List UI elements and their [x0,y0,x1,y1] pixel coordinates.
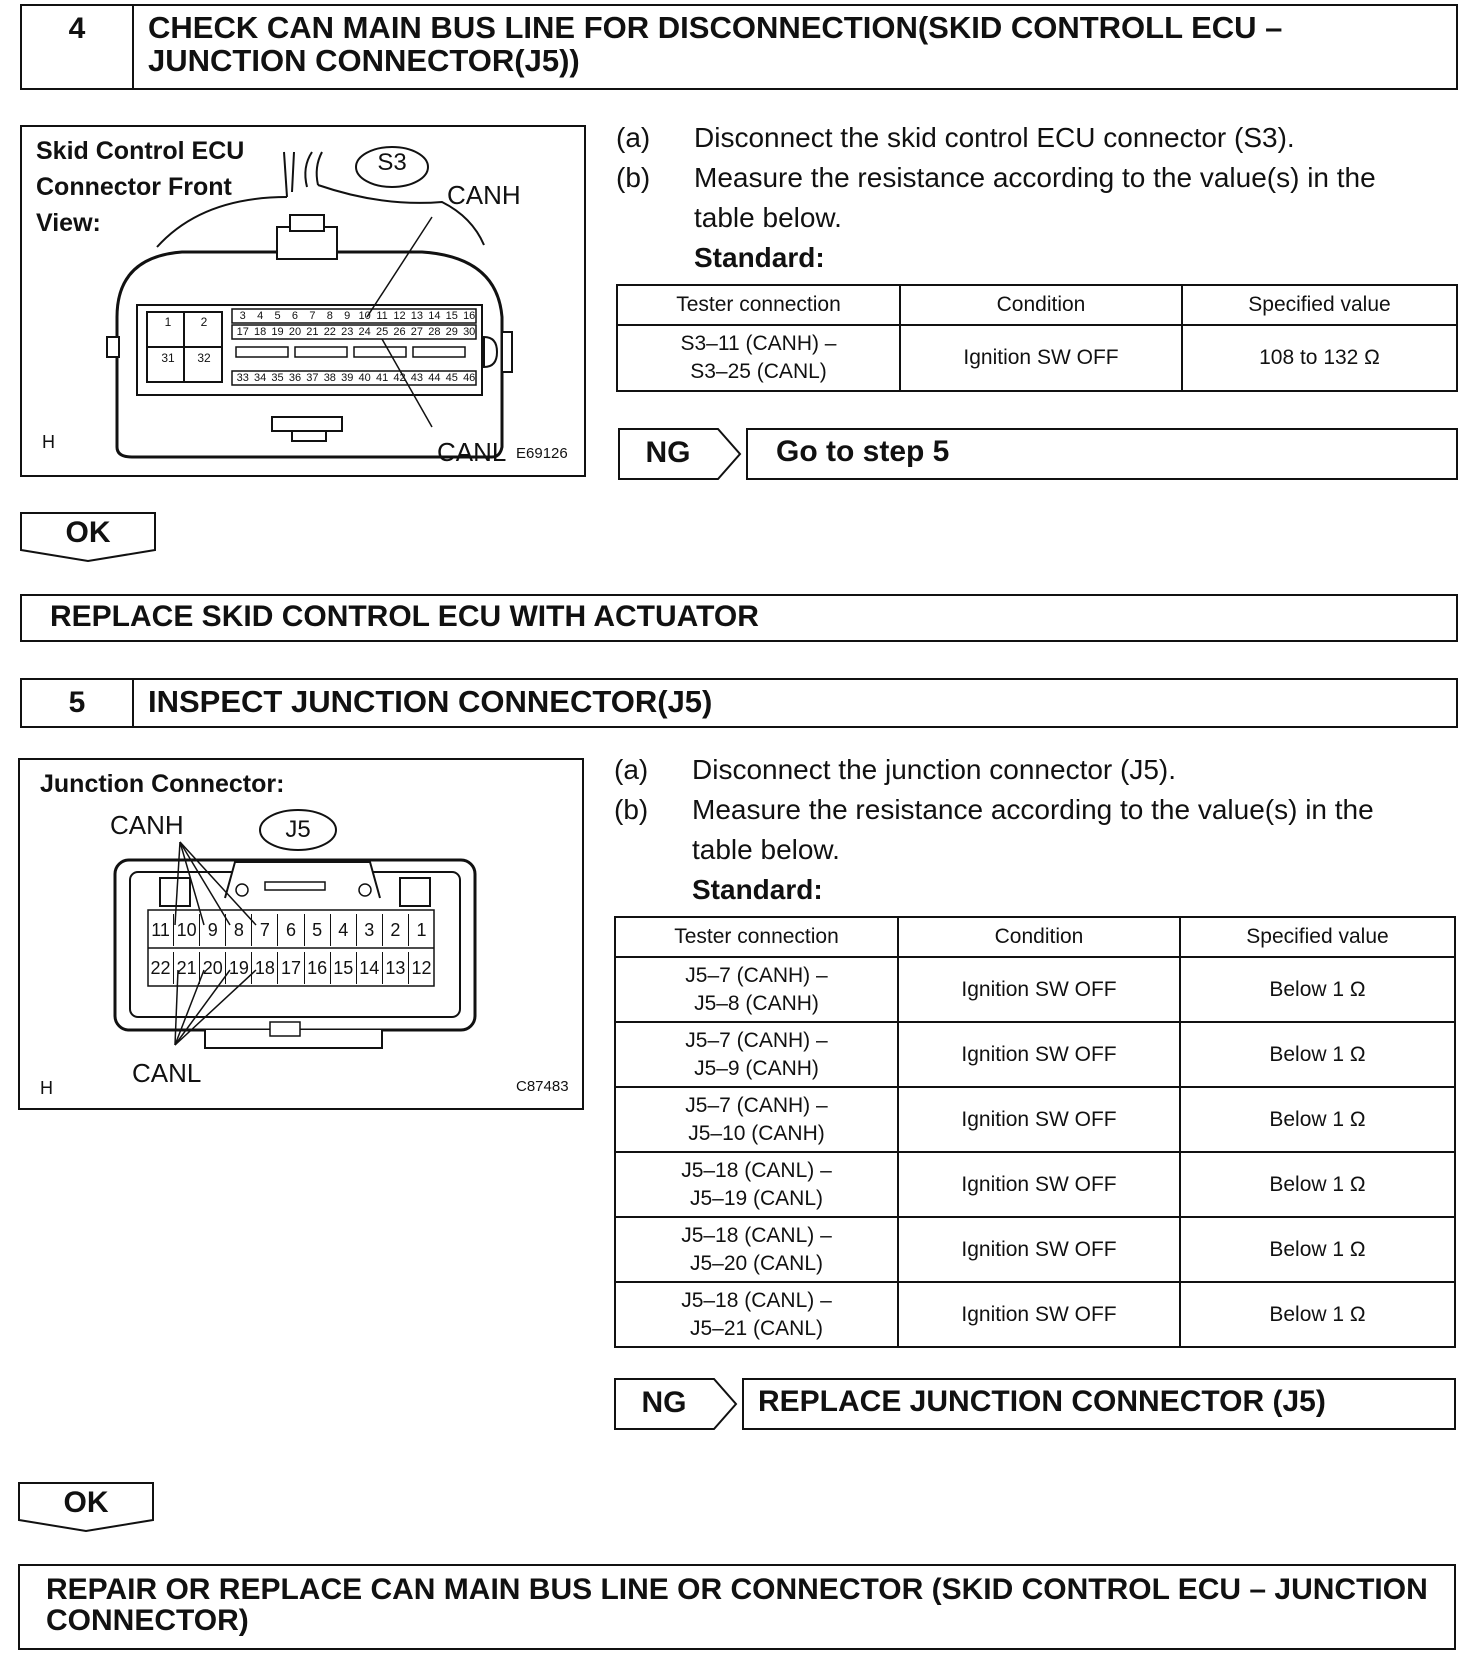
header-specified-value: Specified value [1182,285,1457,325]
step5-b-text-line1: Measure the resistance according to the value(s) in the [692,794,1374,825]
j5-connector-id: J5 [285,816,311,843]
condition-cell: Ignition SW OFF [900,325,1182,391]
table-row [615,1152,1455,1217]
step5-title: INSPECT JUNCTION CONNECTOR(J5) [148,684,713,719]
step4-ok-branch [20,512,156,567]
pin-label: 24 [358,326,371,338]
condition-cell: Ignition SW OFF [898,1022,1180,1087]
pin-label: 21 [306,326,319,338]
connection-line2: J5–19 (CANL) [689,1186,824,1210]
s3-connector-figure [20,125,586,477]
pin-label: 10 [358,310,371,322]
pin-label: 15 [330,952,356,984]
s3-pin-31: 31 [161,351,175,365]
table-row [615,1087,1455,1152]
step5-standard-label: Standard: [692,874,823,905]
specified-value-cell: 108 to 132 Ω [1182,325,1457,391]
pin-label: 1 [408,914,434,946]
tester-connection-cell [615,1282,898,1347]
specified-value-cell: Below 1 Ω [1180,957,1455,1022]
step4-b-label: (b) [616,162,651,193]
connection-line2: J5–9 (CANH) [694,1056,819,1080]
step5-ng-branch [614,1378,738,1430]
pin-label: 5 [304,914,330,946]
pin-label: 7 [251,914,277,946]
step5-ok-result-line2: CONNECTOR) [46,1604,249,1637]
tester-connection-cell [615,1022,898,1087]
pin-label: 11 [151,920,170,940]
s3-canl-label: CANL [437,437,507,467]
s3-pin-row2 [234,325,478,339]
condition-cell: Ignition SW OFF [898,957,1180,1022]
table-row [615,1217,1455,1282]
header-condition: Condition [900,285,1182,325]
pin-label: 3 [239,310,246,322]
s3-pin-32: 32 [197,351,211,365]
connection-line1: J5–7 (CANH) – [685,1093,828,1117]
step5-a-text: Disconnect the junction connector (J5). [692,754,1177,785]
step5-ok-label: OK [63,1486,109,1519]
pin-label: 39 [341,372,354,384]
s3-corner-letter: H [42,432,55,452]
pin-label: 36 [288,372,302,384]
connection-line1: J5–7 (CANH) – [685,963,828,987]
j5-pin-row-top [148,914,434,946]
pin-label: 9 [199,914,225,946]
connection-line2: J5–20 (CANL) [689,1251,824,1275]
header-condition: Condition [898,917,1180,957]
connection-line2: S3–25 (CANL) [690,360,827,383]
step4-ng-label: NG [645,436,691,469]
pin-label: 6 [277,914,303,946]
table-row [615,1282,1455,1347]
pin-label: 12 [393,310,406,322]
pin-label: 25 [375,326,389,338]
step5-ok-result-line1: REPAIR OR REPLACE CAN MAIN BUS LINE OR CONNECTOR (SKID CONTROL ECU – JUNCTION [46,1573,1428,1606]
pin-label: 19 [225,952,251,984]
pin-label: 18 [251,952,277,984]
pin-label: 7 [309,310,316,322]
step5-ng-action: REPLACE JUNCTION CONNECTOR (J5) [742,1378,1456,1430]
j5-corner-letter: H [40,1078,53,1098]
s3-pin-row3 [234,371,478,385]
step5-header [20,678,1458,728]
step4-b-text-line2: table below. [694,202,842,233]
pin-label: 20 [199,952,225,984]
step4-standard-label: Standard: [694,242,825,273]
step4-title [134,6,1456,88]
j5-pin-row-bottom [148,952,434,984]
pin-label: 13 [410,310,424,322]
step5-table-header [615,917,1455,957]
step4-b-text-line1: Measure the resistance according to the value(s) in the [694,162,1376,193]
header-tester-connection: Tester connection [615,917,898,957]
pin-label: 4 [257,310,264,322]
s3-pin-1: 1 [164,315,172,329]
pin-label: 12 [408,952,434,984]
j5-canh-label: CANH [110,810,184,840]
j5-figure-code: C87483 [516,1078,569,1095]
pin-label: 18 [254,326,267,338]
pin-label: 30 [463,326,476,338]
pin-label: 2 [382,914,408,946]
connection-line2: J5–8 (CANH) [694,991,819,1015]
table-row [615,957,1455,1022]
pin-label: 40 [358,372,371,384]
pin-label: 27 [410,326,424,338]
pin-label: 6 [291,310,299,322]
pin-label: 8 [225,914,251,946]
s3-pin-2: 2 [200,315,208,329]
pin-label: 17 [236,326,249,338]
table-row [615,1022,1455,1087]
step5-b-label: (b) [614,794,649,825]
tester-connection-cell [615,1217,898,1282]
pin-label: 42 [393,372,406,384]
s3-caption-line1: Skid Control ECU [36,137,245,165]
pin-label: 19 [271,326,284,338]
condition-cell: Ignition SW OFF [898,1087,1180,1152]
pin-label: 41 [375,372,389,384]
pin-label: 14 [356,952,382,984]
pin-label: 11 [376,310,388,322]
pin-label: 37 [306,372,319,384]
pin-label: 44 [428,372,441,384]
tester-connection-cell [615,1152,898,1217]
pin-label: 21 [173,952,199,984]
pin-label: 9 [344,310,351,322]
pin-label: 22 [150,958,171,978]
step4-ng-branch [618,428,742,480]
step5-procedure [614,750,1456,910]
pin-label: 13 [382,952,408,984]
pin-label: 4 [330,914,356,946]
step4-title-line1: CHECK CAN MAIN BUS LINE FOR DISCONNECTION(SKID CONTROLL ECU – [148,10,1283,45]
step4-ng-action: Go to step 5 [746,428,1458,480]
j5-canl-label: CANL [132,1058,202,1088]
step4-ok-result: REPLACE SKID CONTROL ECU WITH ACTUATOR [20,594,1458,642]
condition-cell: Ignition SW OFF [898,1152,1180,1217]
pin-label: 16 [304,952,330,984]
step4-ok-label: OK [65,516,111,549]
s3-canh-label: CANH [447,180,521,210]
connection-line1: J5–18 (CANL) – [681,1158,832,1182]
step4-header [20,4,1458,90]
condition-cell: Ignition SW OFF [898,1282,1180,1347]
s3-caption-line2: Connector Front [36,173,232,201]
pin-label: 3 [356,914,382,946]
specified-value-cell: Below 1 Ω [1180,1022,1455,1087]
step4-spec-table [616,284,1458,392]
tester-connection-cell [615,957,898,1022]
pin-label: 10 [173,914,199,946]
pin-label: 38 [323,372,336,384]
connection-line1: J5–18 (CANL) – [681,1288,832,1312]
connection-line2: J5–21 (CANL) [689,1316,824,1340]
pin-label: 26 [393,326,406,338]
pin-label: 28 [428,326,441,338]
specified-value-cell: Below 1 Ω [1180,1217,1455,1282]
connection-line2: J5–10 (CANH) [688,1121,825,1145]
condition-cell: Ignition SW OFF [898,1217,1180,1282]
j5-connector-figure [18,758,584,1110]
specified-value-cell: Below 1 Ω [1180,1152,1455,1217]
step5-ng-label: NG [641,1386,687,1419]
tester-connection-cell [615,1087,898,1152]
step5-ok-result [18,1564,1456,1650]
s3-pin-row1 [234,309,478,323]
connection-line1: J5–7 (CANH) – [685,1028,828,1052]
pin-label: 20 [288,326,302,338]
step5-ok-branch [18,1482,154,1537]
step4-a-text: Disconnect the skid control ECU connector (S3). [694,122,1295,153]
specified-value-cell: Below 1 Ω [1180,1087,1455,1152]
s3-connector-id: S3 [377,149,407,176]
tester-connection-cell [617,325,900,391]
pin-label: 15 [445,310,458,322]
pin-label: 22 [323,326,336,338]
s3-figure-code: E69126 [516,445,568,462]
step5-b-text-line2: table below. [692,834,840,865]
pin-label: 29 [445,326,458,338]
pin-label: 16 [463,310,476,322]
pin-label: 8 [326,310,333,322]
s3-figure-caption [36,133,244,241]
pin-label: 5 [274,310,281,322]
header-specified-value: Specified value [1180,917,1455,957]
step4-table-header [617,285,1457,325]
specified-value-cell: Below 1 Ω [1180,1282,1455,1347]
s3-caption-line3: View: [36,209,101,237]
pin-label: 43 [410,372,424,384]
step4-procedure [616,118,1456,278]
step4-number: 4 [22,6,134,88]
step5-number: 5 [22,680,134,726]
pin-label: 14 [428,310,441,322]
header-tester-connection: Tester connection [617,285,900,325]
table-row [617,325,1457,391]
pin-label: 45 [445,372,458,384]
step5-spec-table [614,916,1456,1348]
pin-label: 46 [463,372,476,384]
pin-label: 33 [236,372,249,384]
step4-title-line2: JUNCTION CONNECTOR(J5)) [148,43,580,78]
step5-a-label: (a) [614,754,649,785]
connection-line1: J5–18 (CANL) – [681,1223,832,1247]
step4-a-label: (a) [616,122,651,153]
pin-label: 34 [254,372,267,384]
pin-label: 35 [271,372,284,384]
pin-label: 23 [341,326,354,338]
connection-line1: S3–11 (CANH) – [680,332,837,355]
j5-figure-caption: Junction Connector: [40,770,285,798]
pin-label: 17 [277,952,303,984]
